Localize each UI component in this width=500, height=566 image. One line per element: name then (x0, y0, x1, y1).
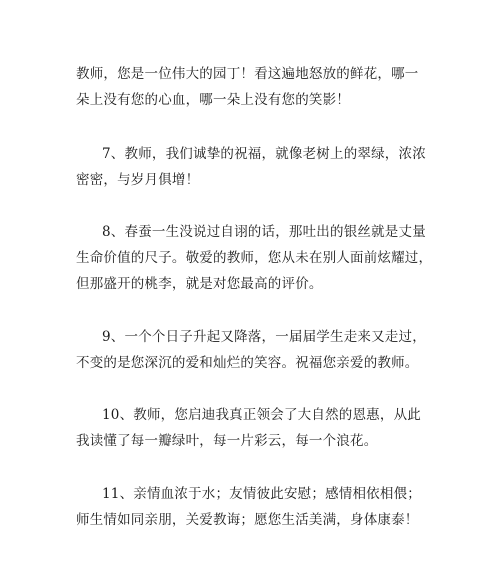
paragraph-8 (76, 219, 436, 297)
paragraph-line: 我读懂了每一瓣绿叶，每一片彩云，每一个浪花。 (76, 433, 378, 449)
paragraph-line: 教师，您是一位伟大的园丁！看这遍地怒放的鲜花，哪一 (76, 66, 419, 82)
paragraph-1 (76, 61, 436, 113)
paragraph-10 (76, 402, 436, 454)
paragraph-11 (76, 481, 436, 533)
paragraph-line: 密密，与岁月俱增！ (76, 172, 200, 188)
paragraph-line: 生命价值的尺子。敬爱的教师，您从未在别人面前炫耀过， (76, 250, 433, 266)
paragraph-line: 8、春蚕一生没说过自诩的话，那吐出的银丝就是丈量 (102, 224, 426, 240)
paragraph-line: 朵上没有您的心血，哪一朵上没有您的笑影！ (76, 92, 350, 108)
paragraph-line: 7、教师，我们诚挚的祝福，就像老树上的翠绿，浓浓 (102, 146, 426, 162)
paragraph-7 (76, 141, 436, 193)
paragraph-line: 不变的是您深沉的爱和灿烂的笑容。祝福您亲爱的教师。 (76, 355, 419, 371)
paragraph-line: 10、教师，您启迪我真正领会了大自然的恩惠，从此 (102, 407, 421, 423)
paragraph-line: 师生情如同亲朋，关爱教诲；愿您生活美满，身体康泰！ (76, 512, 419, 528)
paragraph-line: 但那盛开的桃李，就是对您最高的评价。 (76, 276, 323, 292)
paragraph-9 (76, 324, 436, 376)
paragraph-line: 11、亲情血浓于水；友情彼此安慰；感情相依相偎； (102, 486, 421, 502)
paragraph-line: 9、一个个日子升起又降落，一届届学生走来又走过， (102, 329, 426, 345)
